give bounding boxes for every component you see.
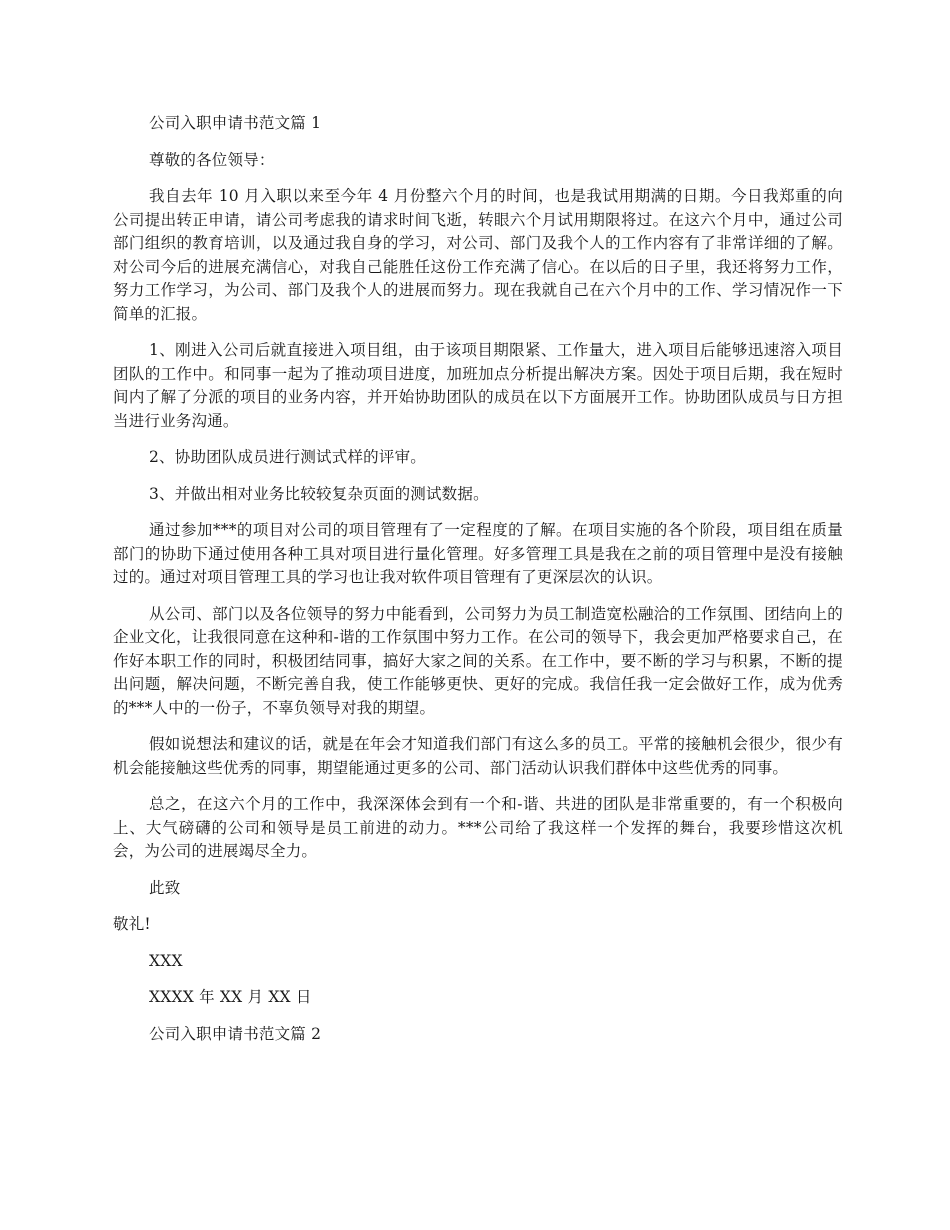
body-paragraph-suggestions: 假如说想法和建议的话，就是在年会才知道我们部门有这么多的员工。平常的接触机会很少，很少有机会能接触这些优秀的同事，期望能通过更多的公司、部门活动认识我们群体中这些优秀的同事。 bbox=[113, 735, 843, 777]
salutation: 尊敬的各位领导： bbox=[149, 150, 275, 169]
section-heading-2: 公司入职申请书范文篇 2 bbox=[149, 1024, 322, 1043]
body-paragraph-conclusion: 总之，在这六个月的工作中，我深深体会到有一个和-谐、共进的团队是非常重要的，有一个积极向上、大气磅礴的公司和领导是员工前进的动力。***公司给了我这样一个发挥的舞台，我要珍惜这次机会，为公司的进展竭尽全力。 bbox=[113, 795, 843, 860]
body-paragraph-item-3: 3、并做出相对业务比较较复杂页面的测试数据。 bbox=[149, 484, 489, 503]
body-paragraph-intro: 我自去年 10 月入职以来至今年 4 月份整六个月的时间，也是我试用期满的日期。今日我郑重的向公司提出转正申请，请公司考虑我的请求时间飞逝，转眼六个月试用期限将过。在这六个月中，通过公司部门组织的教育培训，以及通过我自身的学习，对公司、部门及我个人的工作内容有了非常详细的了解。对公司今后的进展充满信心，对我自己能胜任这份工作充满了信心。在以后的日子里，我还将努力工作，努力工作学习，为公司、部门及我个人的进展而努力。现在我就自己在六个月中的工作、学习情况作一下简单的汇报。 bbox=[113, 187, 843, 323]
closing-line: 此致 bbox=[149, 878, 181, 897]
section-heading-1: 公司入职申请书范文篇 1 bbox=[149, 114, 322, 132]
closing-salute: 敬礼! bbox=[113, 915, 151, 933]
body-paragraph-culture: 从公司、部门以及各位领导的努力中能看到，公司努力为员工制造宽松融洽的工作氛围、团结向上的企业文化，让我很同意在这种和-谐的工作氛围中努力工作。在公司的领导下，我会更加严格要求自己，在作好本职工作的同时，积极团结同事，搞好大家之间的关系。在工作中，要不断的学习与积累，不断的提出问题，解决问题，不断完善自我，使工作能够更快、更好的完成。我信任我一定会做好工作，成为优秀的***人中的一份子，不辜负领导对我的期望。 bbox=[113, 604, 843, 717]
body-paragraph-project: 通过参加***的项目对公司的项目管理有了一定程度的了解。在项目实施的各个阶段，项目组在质量部门的协助下通过使用各种工具对项目进行量化管理。好多管理工具是我在之前的项目管理中是没有接触过的。通过对项目管理工具的学习也让我对软件项目管理有了更深层次的认识。 bbox=[113, 521, 843, 586]
signature: XXX bbox=[149, 951, 183, 970]
body-paragraph-item-2: 2、协助团队成员进行测试式样的评审。 bbox=[149, 448, 426, 466]
date-line: XXXX 年 XX 月 XX 日 bbox=[149, 988, 312, 1006]
document-page bbox=[113, 112, 843, 1059]
body-paragraph-item-1: 1、刚进入公司后就直接进入项目组，由于该项目期限紧、工作量大，进入项目后能够迅速溶入项目团队的工作中。和同事一起为了推动项目进度，加班加点分析提出解决方案。因处于项目后期，我在短时间内了解了分派的项目的业务内容，并开始协助团队的成员在以下方面展开工作。协助团队成员与日方担当进行业务沟通。 bbox=[113, 341, 843, 430]
